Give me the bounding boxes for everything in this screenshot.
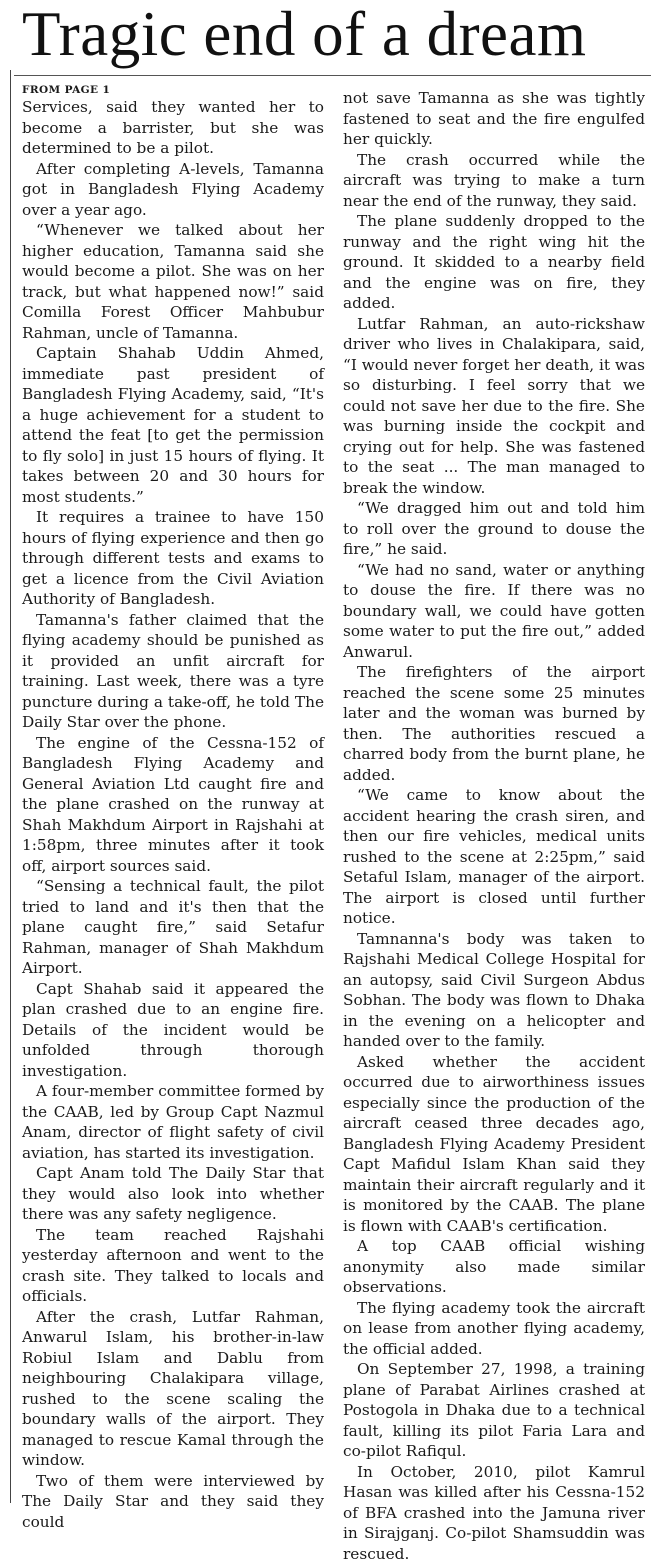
- paragraph: It requires a trainee to have 150 hours of flying experience and then go through different tests and exams to get a licence from the Civil Aviation Authority of Bangladesh.: [22, 507, 324, 610]
- paragraph: Capt Shahab said it appeared the plan crashed due to an engine fire. Details of the incident would be unfolded through thorough investigation.: [22, 979, 324, 1082]
- paragraph: Services, said they wanted her to become a barrister, but she was determined to be a pilot.: [22, 97, 324, 159]
- paragraph: Tamanna's father claimed that the flying academy should be punished as it provided an unfit aircraft for training. Last week, there was a tyre puncture during a take-off, he told The Daily Star over the phone.: [22, 610, 324, 733]
- right-column: [343, 88, 645, 1564]
- paragraph: not save Tamanna as she was tightly fastened to seat and the fire engulfed her quickly.: [343, 88, 645, 150]
- headline-rule: [14, 75, 651, 76]
- paragraph: The crash occurred while the aircraft was trying to make a turn near the end of the runway, they said.: [343, 150, 645, 212]
- paragraph: Capt Anam told The Daily Star that they would also look into whether there was any safety negligence.: [22, 1163, 324, 1225]
- paragraph: “Sensing a technical fault, the pilot tried to land and it's then that the plane caught fire,” said Setafur Rahman, manager of Shah Makhdum Airport.: [22, 876, 324, 979]
- paragraph: The engine of the Cessna-152 of Bangladesh Flying Academy and General Aviation Ltd caught fire and the plane crashed on the runway at Shah Makhdum Airport in Rajshahi at 1:58pm, three minutes after it took off, airport sources said.: [22, 733, 324, 877]
- paragraph: The plane suddenly dropped to the runway and the right wing hit the ground. It skidded to a nearby field and the engine was on fire, they added.: [343, 211, 645, 314]
- left-column: [22, 84, 324, 1532]
- paragraph: The firefighters of the airport reached the scene some 25 minutes later and the woman was burned by then. The authorities rescued a charred body from the burnt plane, he added.: [343, 662, 645, 785]
- paragraph: “We dragged him out and told him to roll over the ground to douse the fire,” he said.: [343, 498, 645, 560]
- paragraph: After the crash, Lutfar Rahman, Anwarul Islam, his brother-in-law Robiul Islam and Dablu from neighbouring Chalakipara village, rushed to the scene scaling the boundary walls of the airport. They managed to rescue Kamal through the window.: [22, 1307, 324, 1471]
- paragraph: Captain Shahab Uddin Ahmed, immediate past president of Bangladesh Flying Academy, said, “It's a huge achievement for a student to attend the feat [to get the permission to fly solo] in just 15 hours of flying. It takes between 20 and 30 hours for most students.”: [22, 343, 324, 507]
- paragraph: Two of them were interviewed by The Daily Star and they said they could: [22, 1471, 324, 1533]
- paragraph: Asked whether the accident occurred due to airworthiness issues especially since the production of the aircraft ceased three decades ago, Bangladesh Flying Academy President Capt Mafidul Islam Khan said they maintain their aircraft regularly and it is monitored by the CAAB. The plane is flown with CAAB's certification.: [343, 1052, 645, 1237]
- paragraph: “We had no sand, water or anything to douse the fire. If there was no boundary wall, we could have gotten some water to put the fire out,” added Anwarul.: [343, 560, 645, 663]
- paragraph: A top CAAB official wishing anonymity also made similar observations.: [343, 1236, 645, 1298]
- paragraph: A four-member committee formed by the CAAB, led by Group Capt Nazmul Anam, director of flight safety of civil aviation, has started its investigation.: [22, 1081, 324, 1163]
- adjacent-column-edge: [0, 70, 11, 1503]
- paragraph: “Whenever we talked about her higher education, Tamanna said she would become a pilot. She was on her track, but what happened now!” said Comilla Forest Officer Mahbubur Rahman, uncle of Tamanna.: [22, 220, 324, 343]
- paragraph: In October, 2010, pilot Kamrul Hasan was killed after his Cessna-152 of BFA crashed into the Jamuna river in Sirajganj. Co-pilot Shamsuddin was rescued.: [343, 1462, 645, 1564]
- paragraph: “We came to know about the accident hearing the crash siren, and then our fire vehicles, medical units rushed to the scene at 2:25pm,” said Setaful Islam, manager of the airport. The airport is closed until further notice.: [343, 785, 645, 929]
- paragraph: Lutfar Rahman, an auto-rickshaw driver who lives in Chalakipara, said, “I would never forget her death, it was so disturbing. I feel sorry that we could not save her due to the fire. She was burning inside the cockpit and crying out for help. She was fastened to the seat ... The man managed to break the window.: [343, 314, 645, 499]
- headline: Tragic end of a dream: [22, 0, 647, 68]
- paragraph: After completing A-levels, Tamanna got in Bangladesh Flying Academy over a year ago.: [22, 159, 324, 221]
- paragraph: The team reached Rajshahi yesterday afternoon and went to the crash site. They talked to locals and officials.: [22, 1225, 324, 1307]
- paragraph: The flying academy took the aircraft on lease from another flying academy, the official added.: [343, 1298, 645, 1360]
- paragraph: On September 27, 1998, a training plane of Parabat Airlines crashed at Postogola in Dhaka due to a technical fault, killing its pilot Faria Lara and co-pilot Rafiqul.: [343, 1359, 645, 1462]
- paragraph: Tamnanna's body was taken to Rajshahi Medical College Hospital for an autopsy, said Civil Surgeon Abdus Sobhan. The body was flown to Dhaka in the evening on a helicopter and handed over to the family.: [343, 929, 645, 1052]
- dateline: FROM PAGE 1: [22, 84, 324, 97]
